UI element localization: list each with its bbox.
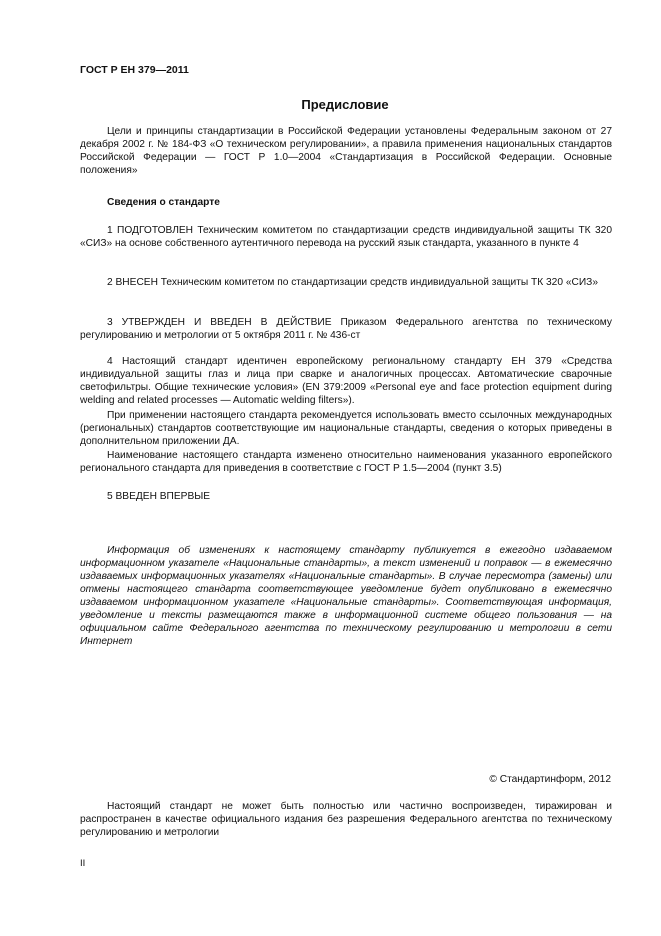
item-4-note-title: Наименование настоящего стандарта изменено относительно наименования указанного европейского регионального стандарта для приведения в соответствие с ГОСТ Р 1.5—2004 (пункт 3.5) (80, 450, 612, 474)
intro-paragraph: Цели и принципы стандартизации в Российской Федерации установлены Федеральным законом от 27 декабря 2002 г. № 184-ФЗ «О техническом регулировании», а правила применения национальных стандартов Российской Федерации — ГОСТ Р 1.0—2004 «Стандартизация в Российской Федерации. Основные положения» (80, 126, 612, 176)
page-number: II (80, 858, 86, 869)
item-3: 3 УТВЕРЖДЕН И ВВЕДЕН В ДЕЙСТВИЕ Приказом Федерального агентства по техническому регулированию и метрологии от 5 октября 2011 г. № 436-ст (80, 317, 612, 341)
item-5: 5 ВВЕДЕН ВПЕРВЫЕ (107, 491, 211, 502)
item-4: 4 Настоящий стандарт идентичен европейскому региональному стандарту ЕН 379 «Средства индивидуальной защиты глаз и лица при сварке и аналогичных процессах. Автоматические сварочные светофильтры. Общие технические условия» (EN 379:2009 «Personal eye and face protection equipment during welding and related processes — Automatic welding filters»). (80, 356, 612, 406)
info-notice: Информация об изменениях к настоящему стандарту публикуется в ежегодно издаваемом информационном указателе «Национальные стандарты», а текст изменений и поправок — в ежемесячно издаваемых информационных указателях «Национальные стандарты». В случае пересмотра (замены) или отмены настоящего стандарта соответствующее уведомление будет опубликовано в ежемесячно издаваемом информационном указателе «Национальные стандарты». Соответствующая информация, уведомление и тексты размещаются также в информационной системе общего пользования — на официальном сайте Федерального агентства по техническому регулированию и метрологии в сети Интернет (80, 545, 612, 647)
document-code: ГОСТ Р ЕН 379—2011 (80, 64, 189, 76)
item-2: 2 ВНЕСЕН Техническим комитетом по стандартизации средств индивидуальной защиты ТК 320 «СИЗ» (107, 277, 599, 288)
reproduction-notice: Настоящий стандарт не может быть полностью или частично воспроизведен, тиражирован и распространен в качестве официального издания без разрешения Федерального агентства по техническому регулированию и метрологии (80, 801, 612, 838)
section-heading: Сведения о стандарте (107, 197, 220, 208)
item-1: 1 ПОДГОТОВЛЕН Техническим комитетом по стандартизации средств индивидуальной защиты ТК 320 «СИЗ» на основе собственного аутентичного перевода на русский язык стандарта, указанного в пункте 4 (80, 225, 612, 249)
copyright: © Стандартинформ, 2012 (489, 774, 611, 785)
item-4-note-references: При применении настоящего стандарта рекомендуется использовать вместо ссылочных международных (региональных) стандартов соответствующие им национальные стандарты, сведения о которых приведены в дополнительном приложении ДА. (80, 410, 612, 447)
page-title: Предисловие (301, 97, 389, 112)
